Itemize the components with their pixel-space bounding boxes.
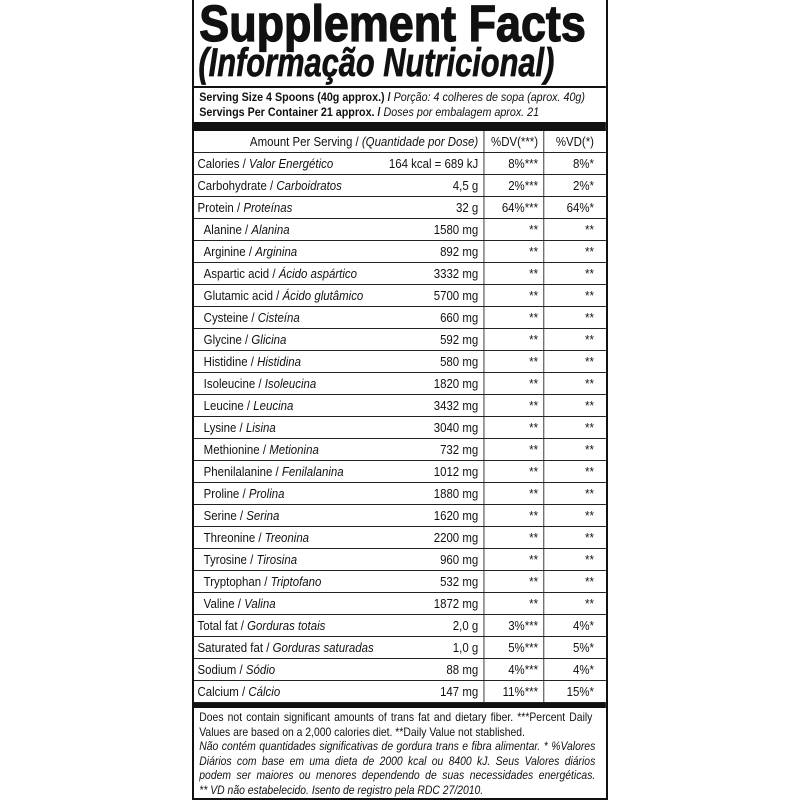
nutrient-amount: 147 mg <box>440 684 479 699</box>
nutrient-percent-vd: ** <box>585 508 594 523</box>
nutrient-name <box>204 527 309 548</box>
nutrient-percent-vd: ** <box>585 574 594 589</box>
nutrient-amount: 592 mg <box>440 332 479 347</box>
nutrient-percent-vd: ** <box>585 552 594 567</box>
nutrient-name <box>198 615 326 636</box>
nutrient-percent-vd: ** <box>585 530 594 545</box>
nutrient-name-en: Alanine / <box>203 222 249 237</box>
nutrient-percent-vd: 4%* <box>572 618 594 633</box>
nutrient-name-en: Tryptophan / <box>203 574 268 589</box>
serving-size-pt: Porção: 4 colheres de sopa (aprox. 40g) <box>393 90 585 104</box>
nutrient-percent-dv: ** <box>529 354 539 369</box>
nutrient-percent-vd: ** <box>585 266 594 281</box>
nutrient-percent-vd: ** <box>585 596 594 611</box>
nutrient-name-en: Glutamic acid / <box>203 288 280 303</box>
nutrient-name-pt: Treonina <box>264 530 310 545</box>
header-percent-vd: %VD(*) <box>555 134 594 149</box>
nutrient-amount: 1012 mg <box>433 464 479 479</box>
nutrient-name-en: Phenilalanine / <box>203 464 279 479</box>
nutrient-name-pt: Histidina <box>257 354 301 369</box>
nutrient-amount: 732 mg <box>440 442 479 457</box>
panel-subtitle: (Informação Nutricional) <box>198 40 555 86</box>
nutrient-percent-vd: ** <box>585 222 594 237</box>
nutrient-amount: 1620 mg <box>433 508 479 523</box>
nutrient-name-pt: Tirosina <box>256 552 298 567</box>
nutrient-percent-dv: 64%*** <box>501 200 539 215</box>
nutrient-amount: 88 mg <box>446 662 479 677</box>
servings-per-container-pt: Doses por embalagem aprox. 21 <box>383 105 540 119</box>
nutrient-percent-dv: ** <box>529 530 539 545</box>
nutrient-name-pt: Carboidratos <box>276 178 342 193</box>
nutrient-percent-dv: ** <box>529 552 539 567</box>
nutrient-percent-vd: ** <box>585 244 594 259</box>
nutrient-amount: 4,5 g <box>452 178 479 193</box>
nutrient-percent-vd: 8%* <box>572 156 594 171</box>
footnote-line: Diários com base em uma dieta de 2000 kcal ou 8400 kJ. Seus Valores diários <box>199 753 596 768</box>
nutrient-amount: 3040 mg <box>433 420 479 435</box>
nutrient-name <box>204 351 301 372</box>
title-rule <box>194 86 606 88</box>
nutrient-name-pt: Sódio <box>245 662 276 677</box>
nutrient-percent-dv: ** <box>529 508 539 523</box>
nutrient-percent-dv: ** <box>529 398 539 413</box>
nutrient-name <box>198 175 342 196</box>
nutrient-name-pt: Ácido glutâmico <box>282 288 364 303</box>
nutrient-name <box>198 153 334 174</box>
nutrient-name <box>204 307 300 328</box>
nutrient-name-en: Valine / <box>203 596 241 611</box>
nutrient-name <box>204 241 298 262</box>
nutrient-amount: 580 mg <box>440 354 479 369</box>
column-divider-dv <box>484 131 485 703</box>
nutrient-name-pt: Metionina <box>269 442 319 457</box>
nutrient-percent-dv: 5%*** <box>508 640 539 655</box>
nutrient-percent-vd: 2%* <box>572 178 594 193</box>
nutrient-amount: 960 mg <box>440 552 479 567</box>
nutrient-percent-dv: ** <box>529 332 539 347</box>
nutrient-name-pt: Gorduras saturadas <box>272 640 374 655</box>
nutrient-name-en: Glycine / <box>203 332 249 347</box>
nutrient-name-pt: Serina <box>246 508 280 523</box>
footnote-line: Does not contain significant amounts of trans fat and dietary fiber. ***Percent Daily <box>199 710 593 724</box>
nutrient-name-pt: Gorduras totais <box>247 618 326 633</box>
nutrient-name <box>204 571 322 592</box>
nutrient-name-en: Calories / <box>197 156 246 171</box>
nutrient-percent-vd: 64%* <box>566 200 594 215</box>
column-divider-vd <box>543 131 544 703</box>
nutrient-name-pt: Isoleucina <box>264 376 317 391</box>
nutrient-name-en: Saturated fat / <box>197 640 270 655</box>
nutrient-percent-vd: 5%* <box>572 640 594 655</box>
nutrient-amount: 5700 mg <box>433 288 479 303</box>
nutrient-name <box>204 373 317 394</box>
nutrient-percent-dv: ** <box>529 420 539 435</box>
nutrient-name <box>204 549 297 570</box>
nutrient-name-en: Serine / <box>203 508 244 523</box>
nutrient-name-en: Arginine / <box>203 244 253 259</box>
panel-title: Supplement Facts <box>199 0 586 52</box>
nutrient-amount: 892 mg <box>440 244 479 259</box>
nutrient-name-pt: Proteínas <box>243 200 293 215</box>
nutrient-name-pt: Arginina <box>255 244 298 259</box>
nutrient-name <box>204 219 290 240</box>
nutrient-name <box>204 593 276 614</box>
nutrient-percent-dv: ** <box>529 464 539 479</box>
nutrient-amount: 1872 mg <box>433 596 479 611</box>
header-percent-dv: %DV(***) <box>491 134 539 149</box>
nutrient-name-pt: Prolina <box>248 486 285 501</box>
nutrient-name <box>198 659 276 680</box>
nutrient-percent-dv: ** <box>529 310 539 325</box>
nutrient-amount: 660 mg <box>440 310 479 325</box>
nutrient-name-en: Sodium / <box>197 662 243 677</box>
servings-per-container <box>199 105 539 120</box>
nutrient-percent-dv: ** <box>529 288 539 303</box>
nutrient-name <box>204 505 280 526</box>
nutrient-amount: 1,0 g <box>452 640 479 655</box>
nutrient-percent-dv: ** <box>529 222 539 237</box>
nutrient-amount: 3432 mg <box>433 398 479 413</box>
nutrient-percent-vd: 15%* <box>566 684 594 699</box>
footnote-line: ** VD não estabelecido. Isento de registro pela RDC 27/2010. <box>199 782 484 797</box>
nutrient-name-pt: Cálcio <box>248 684 281 699</box>
nutrient-name-pt: Triptofano <box>270 574 322 589</box>
nutrient-amount: 3332 mg <box>433 266 479 281</box>
panel-content <box>194 0 606 798</box>
nutrient-name <box>204 263 357 284</box>
nutrient-amount: 32 g <box>455 200 479 215</box>
header-amount-pt: (Quantidade por Dose) <box>361 134 479 149</box>
nutrient-amount: 2,0 g <box>452 618 479 633</box>
nutrient-percent-dv: ** <box>529 596 539 611</box>
nutrient-percent-vd: ** <box>585 420 594 435</box>
header-amount-en: Amount Per Serving / <box>249 134 359 149</box>
nutrient-name-en: Leucine / <box>203 398 251 413</box>
nutrient-percent-vd: ** <box>585 288 594 303</box>
footnote-line: Values are based on a 2,000 calories diet. **Daily Value not stablished. <box>199 724 525 739</box>
nutrient-percent-vd: ** <box>585 398 594 413</box>
nutrient-name <box>204 285 364 306</box>
nutrient-percent-dv: ** <box>529 442 539 457</box>
header-amount <box>194 131 478 152</box>
serving-size <box>199 90 585 105</box>
nutrient-name-en: Tyrosine / <box>203 552 254 567</box>
nutrient-percent-vd: 4%* <box>572 662 594 677</box>
nutrient-name <box>198 197 293 218</box>
nutrient-name-en: Methionine / <box>203 442 267 457</box>
nutrient-name-pt: Cisteína <box>257 310 300 325</box>
nutrient-percent-dv: ** <box>529 376 539 391</box>
nutrient-name-en: Proline / <box>203 486 246 501</box>
nutrient-name-en: Lysine / <box>203 420 243 435</box>
nutrient-amount: 1580 mg <box>433 222 479 237</box>
nutrient-percent-vd: ** <box>585 310 594 325</box>
nutrient-amount: 1820 mg <box>433 376 479 391</box>
nutrient-name-en: Protein / <box>197 200 241 215</box>
nutrient-name-pt: Fenilalanina <box>281 464 344 479</box>
nutrient-name <box>204 461 344 482</box>
nutrient-name <box>204 417 276 438</box>
nutrient-percent-dv: 2%*** <box>508 178 539 193</box>
nutrient-percent-dv: ** <box>529 244 539 259</box>
nutrient-percent-vd: ** <box>585 486 594 501</box>
nutrient-name <box>198 681 281 702</box>
nutrient-name-en: Histidine / <box>203 354 254 369</box>
nutrient-percent-vd: ** <box>585 442 594 457</box>
nutrient-percent-dv: ** <box>529 486 539 501</box>
nutrient-percent-vd: ** <box>585 332 594 347</box>
footnote <box>199 710 595 797</box>
thick-bar-top <box>194 122 606 131</box>
nutrient-name-pt: Valina <box>244 596 276 611</box>
nutrient-amount: 2200 mg <box>433 530 479 545</box>
nutrient-percent-vd: ** <box>585 464 594 479</box>
nutrient-percent-vd: ** <box>585 376 594 391</box>
nutrient-name <box>204 329 287 350</box>
nutrient-name-pt: Lisina <box>245 420 276 435</box>
nutrient-name-en: Cysteine / <box>203 310 255 325</box>
nutrient-name-pt: Valor Energético <box>249 156 334 171</box>
nutrient-percent-dv: ** <box>529 266 539 281</box>
nutrient-name <box>204 439 319 460</box>
nutrient-name-en: Isoleucine / <box>203 376 262 391</box>
serving-size-en: Serving Size 4 Spoons (40g approx.) / <box>199 90 391 104</box>
nutrient-name-pt: Leucina <box>253 398 294 413</box>
footnote-line: podem ser maiores ou menores dependendo de suas necessidades energéticas. <box>199 768 596 782</box>
nutrient-percent-vd: ** <box>585 354 594 369</box>
nutrient-name-pt: Alanina <box>251 222 290 237</box>
nutrient-name-en: Threonine / <box>203 530 262 545</box>
nutrient-name-en: Aspartic acid / <box>203 266 276 281</box>
nutrient-amount: 164 kcal = 689 kJ <box>388 156 479 171</box>
nutrient-percent-dv: 11%*** <box>502 684 539 699</box>
nutrient-name-pt: Ácido aspártico <box>278 266 357 281</box>
nutrient-name <box>198 637 374 658</box>
nutrient-amount: 1880 mg <box>433 486 479 501</box>
nutrient-percent-dv: 8%*** <box>508 156 539 171</box>
nutrient-name-pt: Glicina <box>251 332 287 347</box>
footnote-line: Não contém quantidades significativas de gordura trans e fibra alimentar. * %Valores <box>199 739 596 753</box>
nutrient-amount: 532 mg <box>440 574 479 589</box>
nutrient-name-en: Carbohydrate / <box>197 178 274 193</box>
nutrient-name <box>204 483 285 504</box>
thick-bar-bottom <box>194 703 606 708</box>
nutrient-percent-dv: 3%*** <box>508 618 539 633</box>
nutrient-name-en: Calcium / <box>197 684 246 699</box>
nutrient-name <box>204 395 294 416</box>
nutrient-percent-dv: ** <box>529 574 539 589</box>
nutrient-percent-dv: 4%*** <box>508 662 539 677</box>
supplement-facts-panel <box>192 0 608 800</box>
servings-per-container-en: Servings Per Container 21 approx. / <box>199 105 381 119</box>
nutrient-name-en: Total fat / <box>197 618 244 633</box>
